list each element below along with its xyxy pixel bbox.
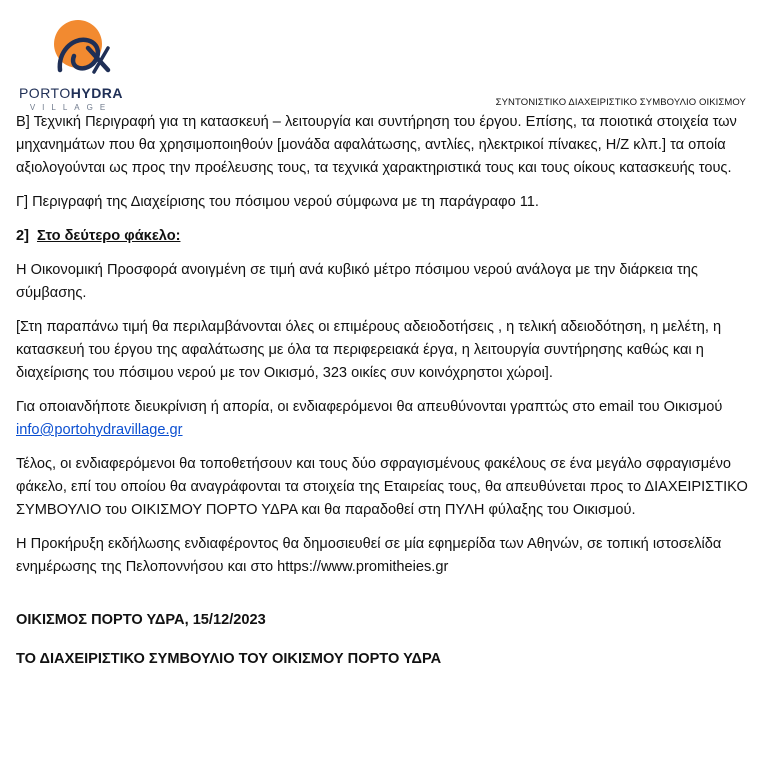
logo-word-part2: HYDRA [70, 85, 124, 101]
porto-hydra-logo [14, 8, 128, 112]
paragraph-contact-text: Για οποιανδήποτε διευκρίνιση ή απορία, οι ενδιαφερόμενοι θα απευθύνονται γραπτώς στο email του Οικισμού [16, 399, 723, 415]
paragraph-c: Γ] Περιγραφή της Διαχείρισης του πόσιμου νερού σύμφωνα με τη παράγραφο 11. [16, 194, 539, 210]
logo-word-part1: PORTO [18, 85, 71, 101]
section-heading [16, 225, 751, 248]
paragraph-finally: Τέλος, οι ενδιαφερόμενοι θα τοποθετήσουν και τους δύο σφραγισμένους φακέλους σε ένα μεγάλο σφραγισμένο φάκελο, επί του οποίου θα αναγράφονται τα στοιχεία της Εταιρείας τους, θα απευθύνεται προς το ΔΙΑΧΕΙΡΙΣΤΙΚΟ ΣΥΜΒΟΥΛΙΟ του ΟΙΚΙΣΜΟΥ ΠΟΡΤΟ ΥΔΡΑ και θα παραδοθεί στη ΠΥΛΗ φύλαξης του Οικισμού. [16, 456, 748, 518]
paragraph-publish: Η Προκήρυξη εκδήλωσης ενδιαφέροντος θα δημοσιευθεί σε μία εφημερίδα των Αθηνών, σε τοπική ιστοσελίδα ενημέρωσης της Πελοποννήσου και στο https://www.promitheies.gr [16, 536, 722, 575]
contact-email-link[interactable]: info@portohydravillage.gr [16, 422, 183, 438]
paragraph-offer: Η Οικονομική Προσφορά ανοιγμένη σε τιμή ανά κυβικό μέτρο πόσιμου νερού ανάλογα με την διάρκεια της σύμβασης. [16, 262, 698, 301]
section-heading-number: 2] [16, 228, 29, 244]
signature-place-date: ΟΙΚΙΣΜΟΣ ΠΟΡΤΟ ΥΔΡΑ, 15/12/2023 [16, 612, 266, 628]
logo-subtitle: VILLAGE [29, 103, 113, 112]
document-body [16, 111, 751, 682]
paragraph-contact [16, 396, 751, 442]
paragraph-b: Β] Τεχνική Περιγραφή για τη κατασκευή – λειτουργία και συντήρηση του έργου. Επίσης, τα ποιοτικά στοιχεία των μηχανημάτων που θα χρησιμοποιηθούν [μονάδα αφαλάτωσης, αντλίες, ηλεκτρικοί πίνακες, Η/Ζ κλπ.] τα οποία αξιολογούνται ως προς την προέλευσης τους, τα τεχνικά χαρακτηριστικά τους και τους οίκους κατασκευής τους. [16, 114, 737, 176]
section-heading-text: Στο δεύτερο φάκελο: [36, 228, 181, 244]
logo-wordmark [14, 85, 128, 101]
header-organization: ΣΥΝΤΟΝΙΣΤΙΚΟ ΔΙΑΧΕΙΡΙΣΤΙΚΟ ΣΥΜΒΟΥΛΙΟ ΟΙΚΙΣΜΟΥ [495, 97, 746, 108]
signature-board: ΤΟ ΔΙΑΧΕΙΡΙΣΤΙΚΟ ΣΥΜΒΟΥΛΙΟ ΤΟΥ ΟΙΚΙΣΜΟΥ ΠΟΡΤΟ ΥΔΡΑ [16, 651, 442, 667]
paragraph-included: [Στη παραπάνω τιμή θα περιλαμβάνονται όλες οι επιμέρους αδειοδοτήσεις , η τελική αδειοδότηση, η μελέτη, η κατασκευή του έργου της αφαλάτωσης με όλα τα περιφερειακά έργα, η λειτουργία συντήρησης καθώς και η διαχείρισης του πόσιμου νερού με τον Οικισμό, 323 οικίες συν κοινόχρηστοι χώροι]. [16, 319, 722, 381]
logo-mark-icon [14, 8, 128, 88]
